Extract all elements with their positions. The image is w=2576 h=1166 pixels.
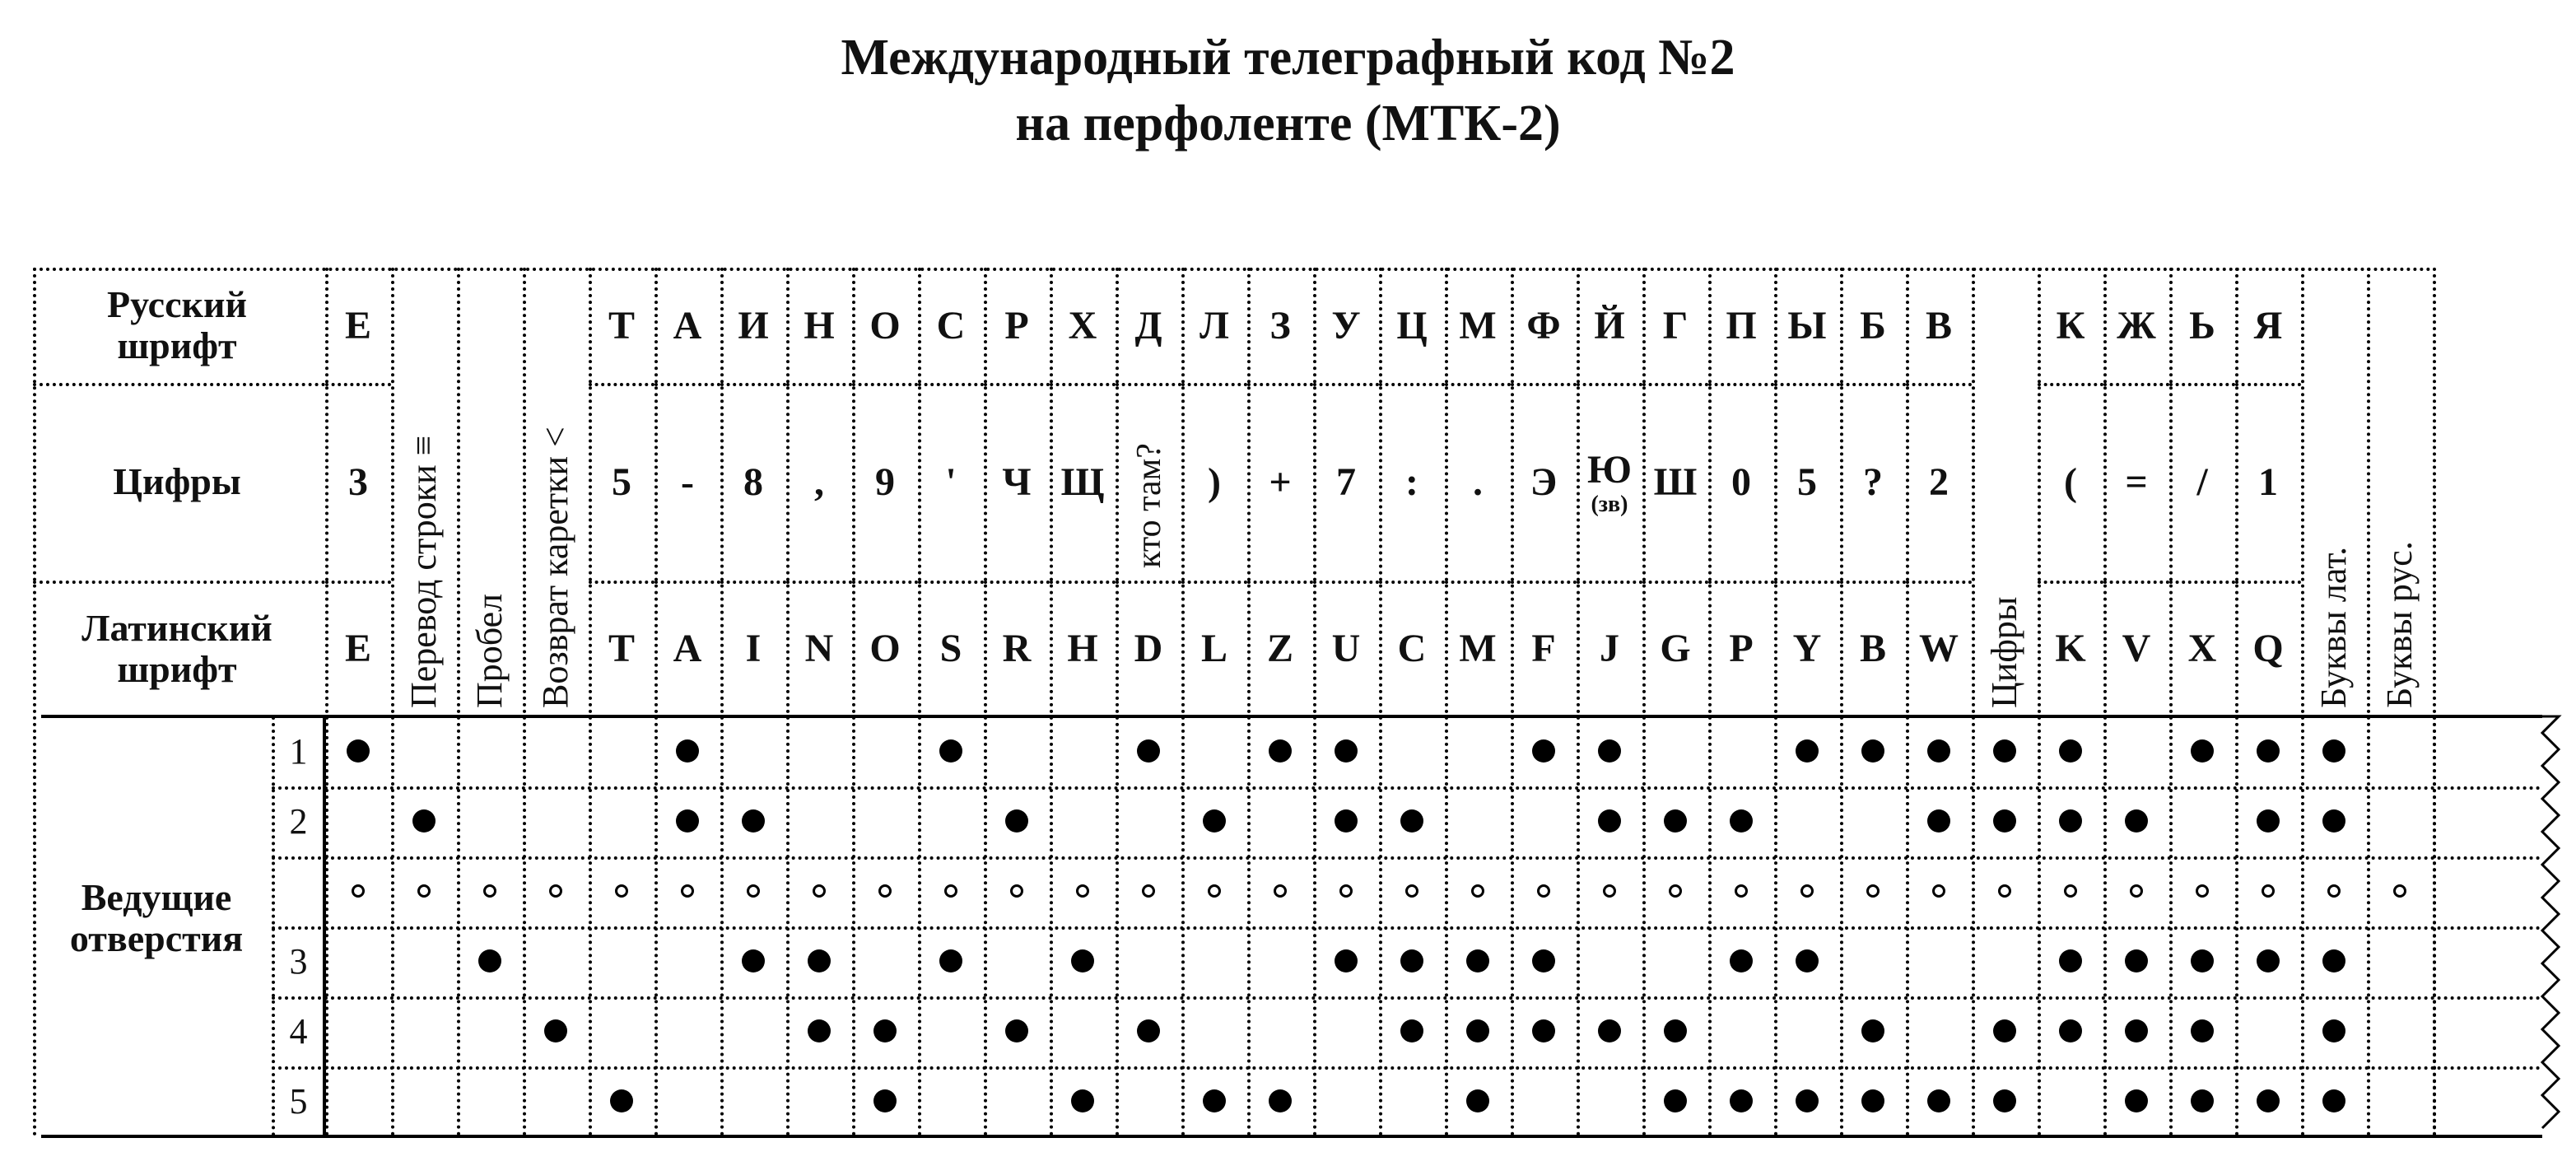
digit-symbol-text: 1 bbox=[2258, 459, 2278, 504]
sprocket-hole bbox=[944, 884, 957, 898]
track-number: 3 bbox=[289, 941, 308, 982]
sprocket-hole bbox=[2130, 884, 2143, 898]
data-hole-punched bbox=[1796, 739, 1819, 763]
digit-symbol bbox=[654, 383, 720, 581]
russian-letter: Ы bbox=[1787, 303, 1827, 347]
latin-letter: V bbox=[2122, 627, 2151, 670]
tape-row-line bbox=[272, 786, 2542, 790]
tape-tear-edge bbox=[2534, 712, 2576, 1140]
digit-symbol bbox=[1577, 383, 1642, 581]
data-hole-punched bbox=[1993, 1089, 2016, 1112]
digit-symbol bbox=[589, 383, 654, 581]
header-row-line bbox=[33, 383, 325, 386]
digit-symbol-text: 9 bbox=[875, 459, 895, 504]
data-hole-punched bbox=[347, 739, 370, 763]
sprocket-hole bbox=[1208, 884, 1221, 898]
sprocket-hole bbox=[2064, 884, 2077, 898]
column-label-vertical: Перевод строки ≡ bbox=[403, 435, 444, 708]
column-line bbox=[2433, 716, 2436, 1136]
russian-letter: Т bbox=[608, 303, 635, 347]
digit-symbol bbox=[720, 383, 786, 581]
data-hole-punched bbox=[1269, 739, 1292, 763]
sprocket-hole bbox=[1142, 884, 1155, 898]
digit-symbol bbox=[2103, 383, 2169, 581]
digit-symbol bbox=[852, 383, 918, 581]
digit-symbol-text: 5 bbox=[612, 459, 631, 504]
data-hole-punched bbox=[1993, 739, 2016, 763]
latin-letter: Е bbox=[344, 627, 371, 670]
digit-symbol bbox=[1181, 383, 1247, 581]
data-hole-punched bbox=[873, 1089, 897, 1112]
digit-symbol-text: . bbox=[1473, 459, 1483, 504]
russian-letter: Я bbox=[2253, 303, 2283, 347]
data-hole-punched bbox=[939, 739, 962, 763]
russian-letter: П bbox=[1726, 303, 1757, 347]
column-line bbox=[457, 268, 460, 1136]
latin-letter: R bbox=[1002, 627, 1032, 670]
digit-symbol-text: 7 bbox=[1336, 459, 1356, 504]
data-hole-punched bbox=[2125, 1089, 2148, 1112]
data-hole-punched bbox=[1335, 809, 1358, 833]
digit-symbol bbox=[1840, 383, 1906, 581]
digit-symbol-text: , bbox=[814, 459, 824, 504]
column-label-vertical: Буквы рус. bbox=[2379, 541, 2420, 708]
latin-letter: T bbox=[608, 627, 635, 670]
data-hole-punched bbox=[1466, 949, 1489, 972]
column-line bbox=[1972, 268, 1975, 1136]
track-number: 2 bbox=[289, 801, 308, 842]
digit-symbol-text: 8 bbox=[743, 459, 763, 504]
latin-letter: W bbox=[1919, 627, 1959, 670]
data-hole-punched bbox=[939, 949, 962, 972]
row-label-digits: Цифры bbox=[113, 460, 241, 502]
data-hole-punched bbox=[1071, 949, 1094, 972]
digit-symbol-text: = bbox=[2125, 459, 2148, 504]
digit-symbol bbox=[2235, 383, 2301, 581]
sprocket-hole bbox=[747, 884, 760, 898]
sprocket-hole bbox=[813, 884, 826, 898]
sprocket-hole bbox=[2327, 884, 2341, 898]
data-hole-punched bbox=[2322, 809, 2345, 833]
digit-symbol-text: 3 bbox=[348, 459, 368, 504]
data-hole-punched bbox=[412, 809, 436, 833]
sprocket-hole bbox=[615, 884, 628, 898]
russian-letter: И bbox=[738, 303, 769, 347]
tape-row-line bbox=[272, 926, 2542, 930]
sprocket-hole bbox=[1537, 884, 1550, 898]
row-label-latin: Латинский шрифт bbox=[82, 606, 273, 690]
latin-letter: I bbox=[745, 627, 762, 670]
data-hole-punched bbox=[2059, 949, 2082, 972]
digit-symbol-text: : bbox=[1405, 459, 1418, 504]
data-hole-punched bbox=[676, 739, 699, 763]
digit-symbol-text: Ю bbox=[1586, 447, 1633, 492]
russian-letter: Ж bbox=[2117, 303, 2156, 347]
latin-letter: Y bbox=[1792, 627, 1822, 670]
tape-row-line bbox=[272, 856, 2542, 860]
column-line bbox=[523, 268, 526, 1136]
data-hole-punched bbox=[873, 1019, 897, 1042]
russian-letter: Х bbox=[1068, 303, 1097, 347]
digit-symbol-text: Ш bbox=[1653, 459, 1698, 504]
data-hole-punched bbox=[1400, 949, 1423, 972]
sprocket-hole bbox=[1998, 884, 2011, 898]
digit-label-vertical: кто там? bbox=[1130, 443, 1168, 568]
sprocket-hole bbox=[483, 884, 496, 898]
sprocket-hole bbox=[352, 884, 365, 898]
data-hole-punched bbox=[1861, 739, 1884, 763]
data-hole-punched bbox=[1071, 1089, 1094, 1112]
digit-symbol bbox=[1379, 383, 1445, 581]
track-number bbox=[272, 856, 325, 926]
digit-symbol bbox=[1445, 383, 1511, 581]
latin-letter: B bbox=[1859, 627, 1886, 670]
latin-letter: U bbox=[1331, 627, 1361, 670]
data-hole-punched bbox=[2322, 1089, 2345, 1112]
russian-letter: Ц bbox=[1396, 303, 1428, 347]
sprocket-hole bbox=[417, 884, 431, 898]
sprocket-hole bbox=[1866, 884, 1880, 898]
data-hole-punched bbox=[2125, 809, 2148, 833]
latin-letter: A bbox=[673, 627, 702, 670]
column-label-vertical: Пробел bbox=[469, 593, 510, 708]
data-hole-punched bbox=[1400, 1019, 1423, 1042]
russian-letter: З bbox=[1269, 303, 1291, 347]
latin-letter: Q bbox=[2252, 627, 2284, 670]
latin-letter: P bbox=[1729, 627, 1754, 670]
latin-letter: S bbox=[939, 627, 962, 670]
data-hole-punched bbox=[1005, 809, 1028, 833]
title-line-1: Международный телеграфный код №2 bbox=[841, 30, 1735, 86]
data-hole-punched bbox=[1993, 1019, 2016, 1042]
digit-symbol-text: Э bbox=[1530, 459, 1558, 504]
data-hole-punched bbox=[1598, 739, 1621, 763]
latin-letter: F bbox=[1531, 627, 1556, 670]
digit-symbol-text: Ч bbox=[1002, 459, 1032, 504]
sprocket-hole bbox=[2393, 884, 2406, 898]
digit-symbol bbox=[918, 383, 984, 581]
sprocket-hole bbox=[1735, 884, 1748, 898]
data-hole-punched bbox=[1466, 1089, 1489, 1112]
data-hole-punched bbox=[1796, 1089, 1819, 1112]
column-label-vertical: Возврат каретки < bbox=[535, 427, 575, 708]
data-hole-punched bbox=[1532, 1019, 1555, 1042]
data-hole-punched bbox=[1730, 949, 1753, 972]
data-hole-punched bbox=[1203, 1089, 1226, 1112]
russian-letter: В bbox=[1925, 303, 1952, 347]
digit-symbol-text: / bbox=[2196, 459, 2208, 504]
russian-letter: Ь bbox=[2189, 303, 2215, 347]
russian-letter: М bbox=[1459, 303, 1497, 347]
digit-symbol-text: ) bbox=[1208, 459, 1221, 504]
data-hole-punched bbox=[1927, 1089, 1950, 1112]
latin-letter: C bbox=[1397, 627, 1427, 670]
data-hole-punched bbox=[742, 949, 765, 972]
data-hole-punched bbox=[2257, 809, 2280, 833]
data-hole-punched bbox=[1269, 1089, 1292, 1112]
sprocket-hole bbox=[2262, 884, 2275, 898]
header-cell-line bbox=[1116, 383, 1181, 386]
digit-symbol-text: Щ bbox=[1060, 459, 1105, 504]
digit-symbol bbox=[1774, 383, 1840, 581]
sprocket-hole bbox=[878, 884, 892, 898]
data-hole-punched bbox=[2191, 1019, 2214, 1042]
data-hole-punched bbox=[1730, 1089, 1753, 1112]
russian-letter: С bbox=[936, 303, 966, 347]
data-hole-punched bbox=[2257, 1089, 2280, 1112]
russian-letter: Д bbox=[1134, 303, 1162, 347]
latin-letter: O bbox=[869, 627, 901, 670]
data-hole-punched bbox=[742, 809, 765, 833]
digit-symbol-text: ( bbox=[2064, 459, 2077, 504]
latin-letter: J bbox=[1600, 627, 1619, 670]
data-hole-punched bbox=[808, 949, 831, 972]
digit-symbol-text: 5 bbox=[1797, 459, 1817, 504]
tape-row-line bbox=[272, 996, 2542, 1000]
sprocket-hole bbox=[1010, 884, 1023, 898]
digit-symbol-text: 2 bbox=[1929, 459, 1949, 504]
data-hole-punched bbox=[2257, 949, 2280, 972]
latin-letter: G bbox=[1660, 627, 1691, 670]
data-hole-punched bbox=[2059, 739, 2082, 763]
data-hole-punched bbox=[1927, 739, 1950, 763]
russian-letter: Ф bbox=[1526, 303, 1561, 347]
digit-symbol-text: - bbox=[681, 459, 694, 504]
sprocket-hole bbox=[549, 884, 562, 898]
data-hole-punched bbox=[1598, 1019, 1621, 1042]
russian-letter: Й bbox=[1594, 303, 1625, 347]
column-label-vertical: Цифры bbox=[1984, 596, 2024, 708]
data-hole-punched bbox=[676, 809, 699, 833]
sprocket-hole bbox=[1932, 884, 1945, 898]
column-label-vertical: Буквы лат. bbox=[2313, 546, 2354, 708]
data-hole-punched bbox=[1993, 809, 2016, 833]
tape-row-line bbox=[272, 1066, 2542, 1070]
data-hole-punched bbox=[2125, 1019, 2148, 1042]
data-hole-punched bbox=[1532, 949, 1555, 972]
data-hole-punched bbox=[1664, 809, 1687, 833]
sprocket-hole bbox=[1800, 884, 1814, 898]
russian-letter: Е bbox=[344, 303, 371, 347]
data-hole-punched bbox=[2322, 1019, 2345, 1042]
data-hole-punched bbox=[2191, 739, 2214, 763]
russian-letter: Г bbox=[1662, 303, 1689, 347]
data-hole-punched bbox=[2322, 949, 2345, 972]
sprocket-hole bbox=[1471, 884, 1484, 898]
data-hole-punched bbox=[1861, 1019, 1884, 1042]
digit-symbol bbox=[786, 383, 852, 581]
russian-letter: О bbox=[869, 303, 901, 347]
data-hole-punched bbox=[2322, 739, 2345, 763]
digit-symbol bbox=[1050, 383, 1116, 581]
sprocket-hole bbox=[1669, 884, 1682, 898]
digit-symbol bbox=[2169, 383, 2235, 581]
digit-symbol-text: ' bbox=[945, 459, 957, 504]
russian-letter: Н bbox=[804, 303, 835, 347]
russian-letter: Р bbox=[1004, 303, 1029, 347]
column-line bbox=[2301, 268, 2304, 1136]
track-number: 1 bbox=[289, 731, 308, 772]
data-hole-punched bbox=[478, 949, 501, 972]
column-line bbox=[391, 268, 394, 1136]
data-hole-punched bbox=[1664, 1019, 1687, 1042]
latin-letter: X bbox=[2187, 627, 2217, 670]
latin-letter: K bbox=[2055, 627, 2086, 670]
data-hole-punched bbox=[1730, 809, 1753, 833]
data-hole-punched bbox=[2191, 949, 2214, 972]
russian-letter: К bbox=[2056, 303, 2085, 347]
sprocket-hole bbox=[1339, 884, 1353, 898]
data-hole-punched bbox=[2059, 1019, 2082, 1042]
data-hole-punched bbox=[808, 1019, 831, 1042]
digit-symbol bbox=[1313, 383, 1379, 581]
data-hole-punched bbox=[2191, 1089, 2214, 1112]
data-hole-punched bbox=[1861, 1089, 1884, 1112]
data-hole-punched bbox=[1466, 1019, 1489, 1042]
title-line-2: на перфоленте (МТК-2) bbox=[1015, 96, 1561, 152]
data-hole-punched bbox=[1532, 739, 1555, 763]
track-number: 4 bbox=[289, 1011, 308, 1052]
latin-letter: D bbox=[1134, 627, 1163, 670]
data-hole-punched bbox=[1005, 1019, 1028, 1042]
data-hole-punched bbox=[1137, 1019, 1160, 1042]
data-hole-punched bbox=[2257, 739, 2280, 763]
data-hole-punched bbox=[1400, 809, 1423, 833]
table-left-line bbox=[33, 268, 36, 1136]
digit-symbol-text: + bbox=[1269, 459, 1292, 504]
russian-letter: У bbox=[1331, 303, 1361, 347]
russian-letter: Б bbox=[1860, 303, 1886, 347]
data-hole-punched bbox=[1664, 1089, 1687, 1112]
data-hole-punched bbox=[1796, 949, 1819, 972]
row-label-holes: Ведущие отверстия bbox=[69, 876, 244, 959]
latin-letter: L bbox=[1200, 627, 1227, 670]
data-hole-punched bbox=[1335, 949, 1358, 972]
latin-letter: Z bbox=[1266, 627, 1293, 670]
digit-symbol bbox=[1642, 383, 1708, 581]
digit-symbol bbox=[1247, 383, 1313, 581]
sprocket-hole bbox=[1603, 884, 1616, 898]
sprocket-hole bbox=[681, 884, 694, 898]
sprocket-hole bbox=[1405, 884, 1418, 898]
sprocket-hole bbox=[1274, 884, 1287, 898]
sprocket-hole bbox=[2196, 884, 2209, 898]
digit-symbol bbox=[1708, 383, 1774, 581]
data-hole-punched bbox=[2125, 949, 2148, 972]
digit-symbol bbox=[984, 383, 1050, 581]
data-hole-punched bbox=[1137, 739, 1160, 763]
digit-symbol-text: ? bbox=[1863, 459, 1883, 504]
row-label-russian: Русский шрифт bbox=[106, 283, 248, 366]
track-number: 5 bbox=[289, 1081, 308, 1122]
russian-letter: Л bbox=[1199, 303, 1229, 347]
header-row-line bbox=[33, 581, 325, 584]
latin-letter: N bbox=[804, 627, 834, 670]
digit-symbol bbox=[325, 383, 391, 581]
data-hole-punched bbox=[2059, 809, 2082, 833]
column-line bbox=[2367, 268, 2370, 1136]
data-hole-punched bbox=[544, 1019, 567, 1042]
data-hole-punched bbox=[1335, 739, 1358, 763]
russian-letter: А bbox=[673, 303, 702, 347]
tape-bottom-edge bbox=[41, 1135, 2542, 1138]
digit-symbol bbox=[1511, 383, 1577, 581]
latin-letter: H bbox=[1067, 627, 1098, 670]
data-hole-punched bbox=[1927, 809, 1950, 833]
digit-symbol bbox=[1906, 383, 1972, 581]
data-hole-punched bbox=[1203, 809, 1226, 833]
digit-symbol-text: 0 bbox=[1731, 459, 1751, 504]
data-hole-punched bbox=[1598, 809, 1621, 833]
sprocket-hole bbox=[1076, 884, 1089, 898]
data-hole-punched bbox=[610, 1089, 633, 1112]
digit-subscript: (зв) bbox=[1591, 491, 1628, 517]
digit-symbol bbox=[2038, 383, 2103, 581]
latin-letter: M bbox=[1459, 627, 1497, 670]
